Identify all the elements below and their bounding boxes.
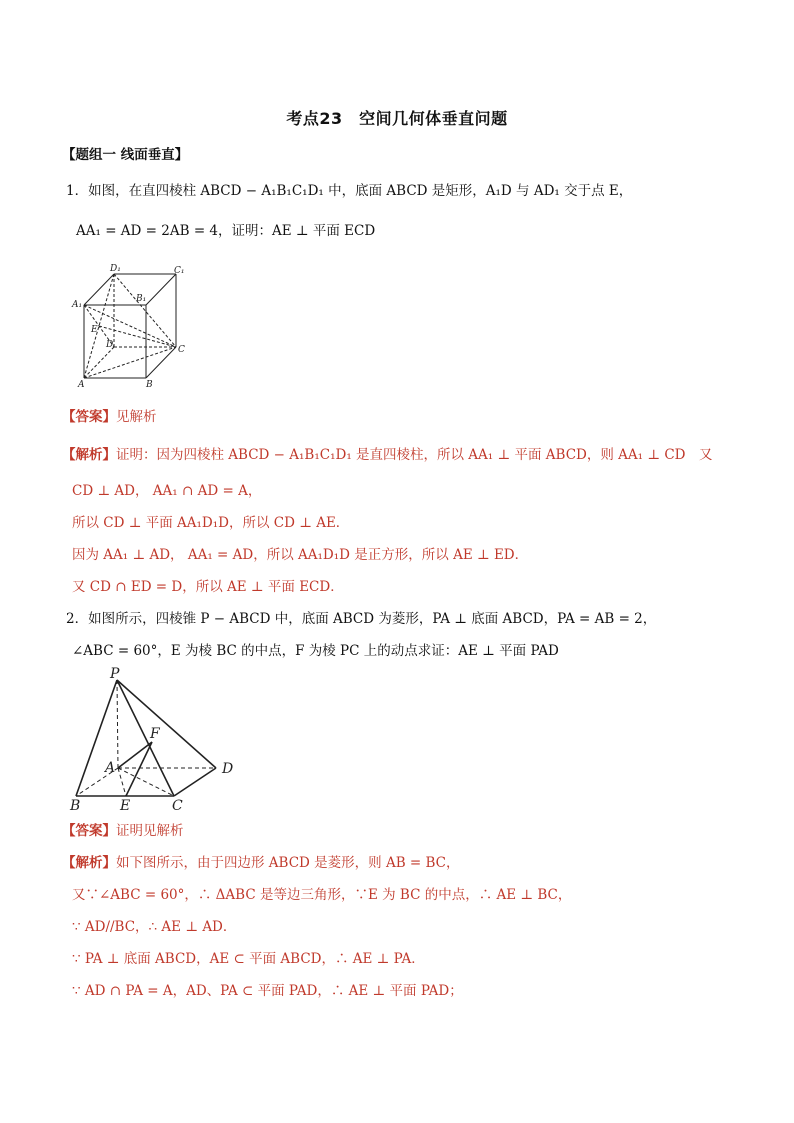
label-e: E [120, 798, 131, 814]
label-d: D [222, 761, 234, 777]
edge-p-b [76, 680, 117, 796]
q1-analysis-line2: CD ⊥ AD， AA₁ ∩ AD = A， [72, 483, 262, 499]
edge-a-c [84, 347, 176, 378]
label-c: C [172, 798, 183, 814]
edge-a1-c [84, 305, 176, 347]
label-a: A [105, 760, 116, 776]
edge-e-f [126, 742, 152, 796]
q1-statement-line1: 1．如图，在直四棱柱 ABCD − A₁B₁C₁D₁ 中，底面 ABCD 是矩形，A₁D 与 AD₁ 交于点 E， [66, 183, 633, 199]
q1-analysis-tag: 【解析】 [62, 447, 116, 463]
q2-statement-line2: ∠ABC = 60°，E 为棱 BC 的中点，F 为棱 PC 上的动点求证：AE ⊥ 平面 PAD [72, 643, 559, 659]
edge-d1-c [114, 274, 176, 347]
q1-prism-figure [70, 262, 195, 392]
label-d: D [106, 340, 114, 350]
q1-answer-tag: 【答案】 [62, 409, 116, 425]
edge-b1-c1 [146, 274, 176, 305]
q2-pyramid-figure [66, 664, 246, 814]
q1-statement-line2: AA₁ = AD = 2AB = 4，证明：AE ⊥ 平面 ECD [76, 223, 376, 239]
edge-a-c [118, 768, 174, 796]
label-f: F [150, 726, 160, 742]
q2-analysis-line3: ∵ AD//BC，∴ AE ⊥ AD． [72, 919, 237, 935]
q2-analysis-line1 [62, 854, 460, 872]
q2-statement-line1: 2．如图所示，四棱锥 P − ABCD 中，底面 ABCD 为菱形，PA ⊥ 底面 ABCD，PA = AB = 2， [66, 611, 657, 627]
q1-answer [62, 408, 157, 426]
q1-answer-text: 见解析 [116, 409, 157, 425]
q2-answer-text: 证明见解析 [116, 823, 184, 839]
q2-answer-tag: 【答案】 [62, 823, 116, 839]
q2-analysis-tag: 【解析】 [62, 855, 116, 871]
q1-analysis-line3: 所以 CD ⊥ 平面 AA₁D₁D，所以 CD ⊥ AE． [72, 515, 350, 531]
group-heading: 【题组一 线面垂直】 [62, 147, 189, 163]
label-a1: A₁ [72, 300, 83, 310]
label-b: B [146, 380, 153, 390]
label-e: E [91, 325, 98, 335]
label-b1: B₁ [136, 294, 147, 304]
label-d1: D₁ [110, 264, 121, 274]
edge-p-d [117, 680, 216, 768]
q1-analysis-line5: 又 CD ∩ ED = D，所以 AE ⊥ 平面 ECD． [72, 579, 344, 595]
edge-a-f [118, 742, 152, 768]
q2-answer [62, 822, 184, 840]
q2-analysis-text-1: 如下图所示，由于四边形 ABCD 是菱形，则 AB = BC， [116, 855, 460, 871]
q1-analysis-line1 [62, 446, 713, 464]
q2-analysis-line2: 又∵∠ABC = 60°，∴ ΔABC 是等边三角形，∵E 为 BC 的中点，∴ AE ⊥ BC， [72, 887, 572, 903]
edge-p-c [117, 680, 174, 796]
edge-c-d [174, 768, 216, 796]
label-c: C [178, 345, 185, 355]
q1-analysis-line4: 因为 AA₁ ⊥ AD， AA₁ = AD，所以 AA₁D₁D 是正方形，所以 AE ⊥ ED． [72, 547, 529, 563]
edge-a-e [118, 768, 126, 796]
edge-p-a [117, 680, 118, 768]
q1-analysis-text-1: 证明：因为四棱柱 ABCD − A₁B₁C₁D₁ 是直四棱柱，所以 AA₁ ⊥ 平面 ABCD，则 AA₁ ⊥ CD 又 [116, 447, 713, 463]
label-p: P [110, 666, 120, 682]
label-c1: C₁ [174, 266, 185, 276]
label-b: B [70, 798, 81, 814]
q2-analysis-line4: ∵ PA ⊥ 底面 ABCD，AE ⊂ 平面 ABCD，∴ AE ⊥ PA． [72, 951, 425, 967]
label-a: A [78, 380, 85, 390]
q2-analysis-line5: ∵ AD ∩ PA = A，AD、PA ⊂ 平面 PAD，∴ AE ⊥ 平面 PAD； [72, 983, 463, 999]
page-title: 考点23 空间几何体垂直问题 [286, 109, 508, 128]
